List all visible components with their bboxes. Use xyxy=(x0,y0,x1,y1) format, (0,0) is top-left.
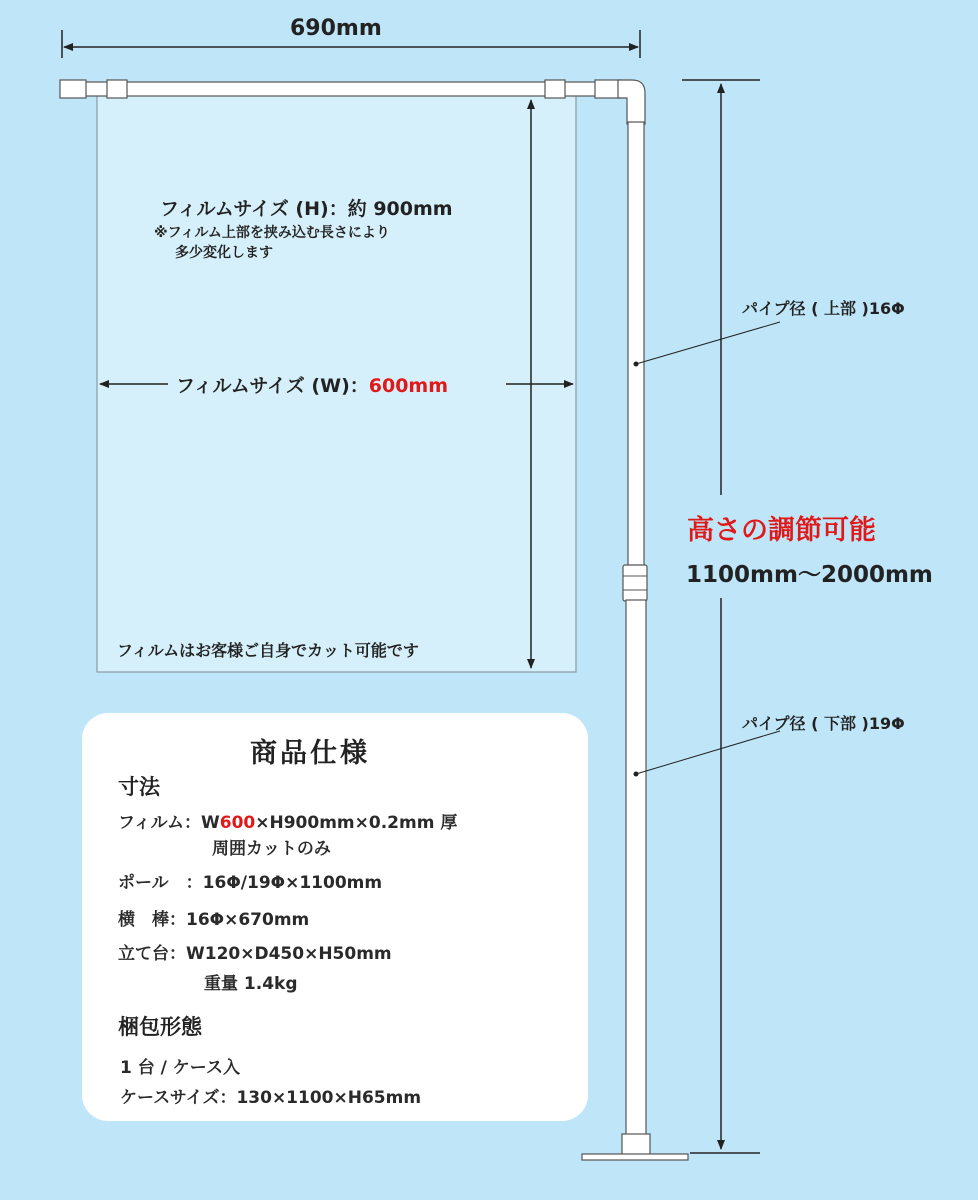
spec-film-w-value: 600 xyxy=(219,813,256,833)
spec-film-line2: 周囲カットのみ xyxy=(212,839,331,859)
top-width-label: 690mm xyxy=(290,16,382,41)
size-heading: 寸法 xyxy=(118,775,160,799)
spec-bar-label: 横 棒： xyxy=(118,910,186,930)
spec-film xyxy=(118,808,457,833)
spec-film-label: フィルム： xyxy=(118,813,201,833)
spec-bar xyxy=(118,905,309,930)
spec-stand-line2: 重量 1.4kg xyxy=(204,974,298,994)
pack-size-value: 130×1100×H65mm xyxy=(236,1088,422,1108)
spec-stand-value: W120×D450×H50mm xyxy=(186,944,392,964)
spec-card xyxy=(82,713,588,1121)
film-width-label xyxy=(176,371,448,398)
cut-note: フィルムはお客様ご自身でカット可能です xyxy=(117,641,419,660)
spec-film-w-prefix: W xyxy=(200,813,220,833)
pipe-lower-label: パイプ径 ( 下部 )19Φ xyxy=(742,714,905,733)
pole-upper xyxy=(628,122,644,567)
spec-pole-value: 16Φ/19Φ×1100mm xyxy=(202,873,383,893)
pipe-upper-label: パイプ径 ( 上部 )16Φ xyxy=(742,299,905,318)
height-dimension xyxy=(682,80,760,1153)
pack-heading: 梱包形態 xyxy=(118,1015,202,1039)
spec-pole xyxy=(118,868,382,893)
pole-lower xyxy=(582,600,688,1160)
pack-line1: 1 台 / ケース入 xyxy=(120,1058,240,1078)
pack-size-label: ケースサイズ： xyxy=(120,1088,237,1108)
film-height-label: フィルムサイズ (H)：約 900mm xyxy=(160,198,453,220)
film-width-prefix: フィルムサイズ (W)： xyxy=(176,375,369,397)
spec-stand-label: 立て台： xyxy=(118,944,186,964)
film-height-note-1: ※フィルム上部を挟み込む長さにより xyxy=(154,225,390,241)
film-width-value: 600mm xyxy=(368,375,449,397)
spec-film-rest: ×H900mm×0.2mm 厚 xyxy=(255,813,458,833)
height-range-label: 1100mm～2000mm xyxy=(686,562,933,588)
pack-size xyxy=(120,1083,421,1108)
height-adjust-label: 高さの調節可能 xyxy=(687,515,876,546)
pole-joint xyxy=(623,565,647,601)
spec-pole-label: ポール ： xyxy=(118,873,203,893)
spec-bar-value: 16Φ×670mm xyxy=(186,910,310,930)
pipe-leaders xyxy=(634,322,781,777)
spec-stand xyxy=(118,939,392,964)
film-height-note-2: 多少変化します xyxy=(175,245,273,261)
spec-title: 商品仕様 xyxy=(250,738,370,769)
